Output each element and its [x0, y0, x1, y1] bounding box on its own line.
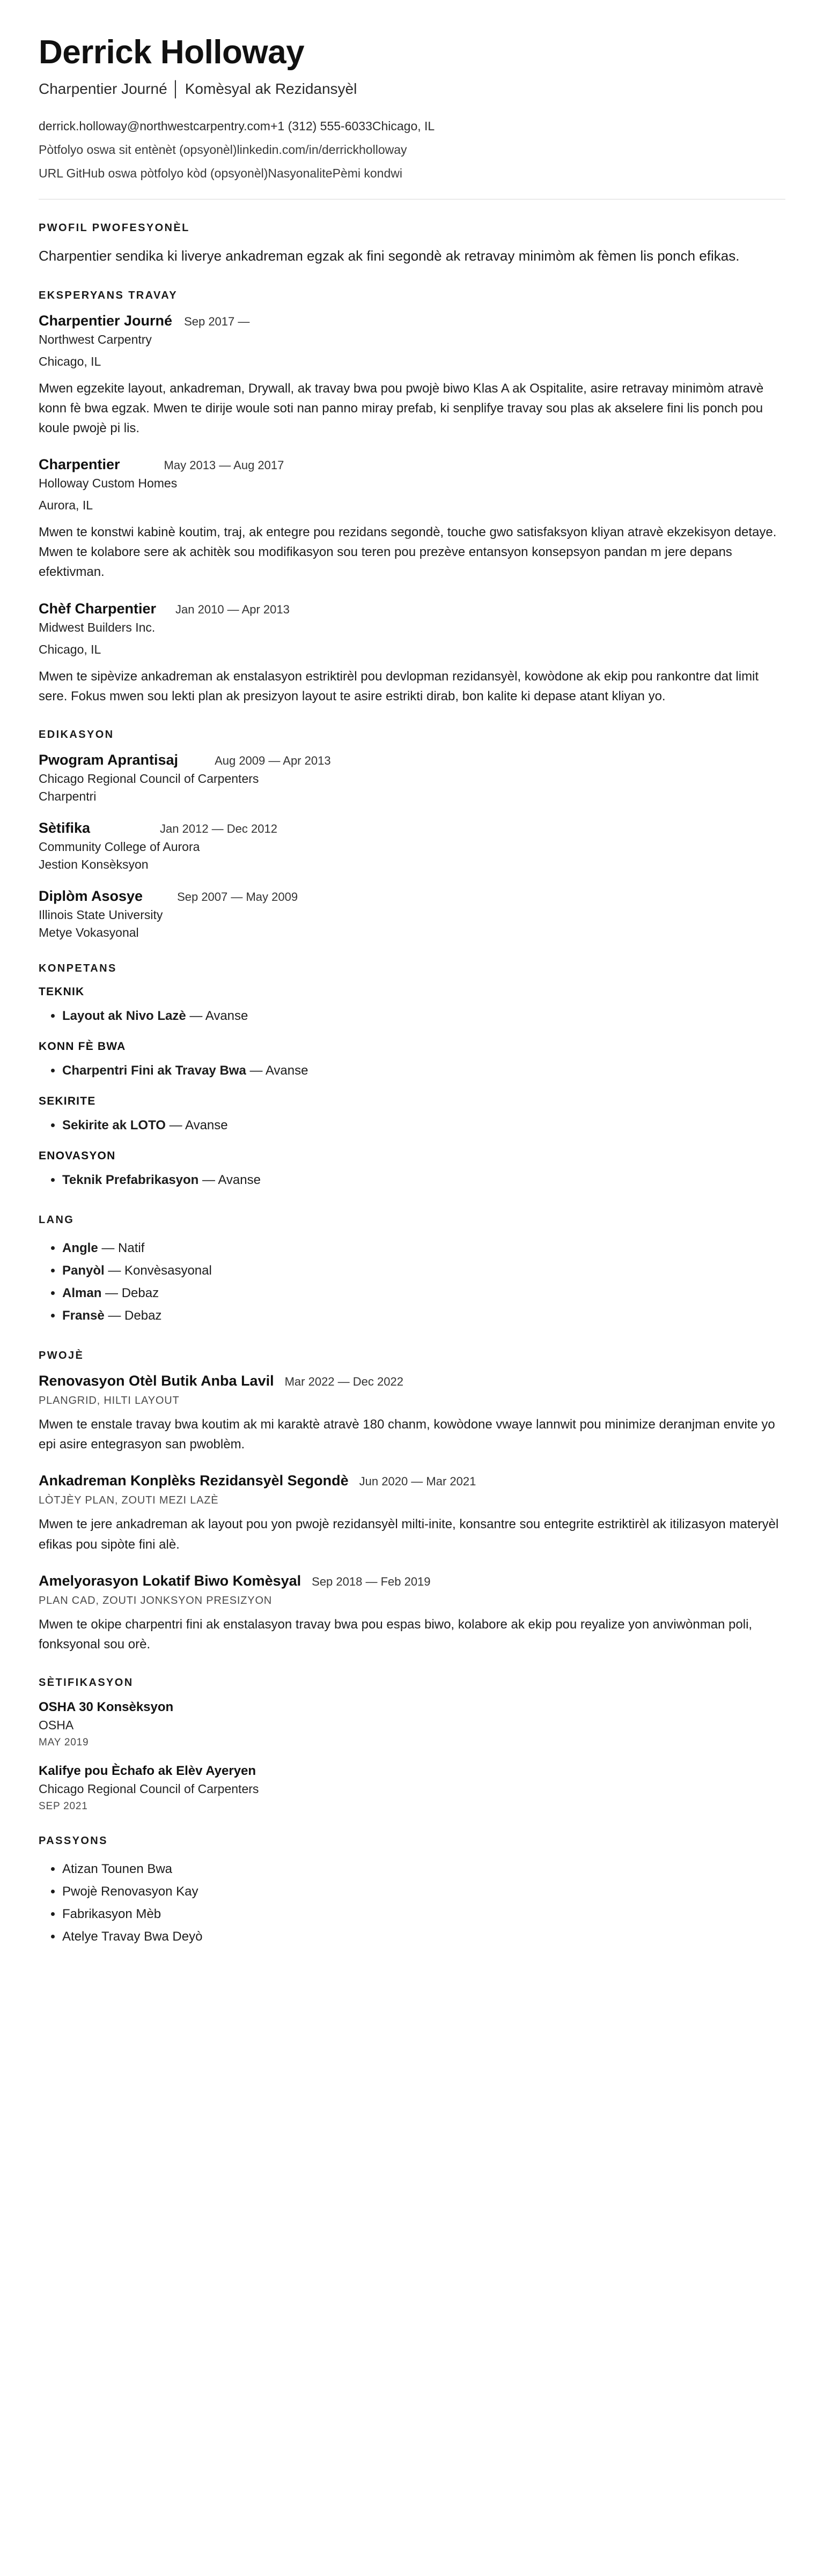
project-dates: Mar 2022 — Dec 2022 [284, 1375, 403, 1389]
language-name: Angle [62, 1241, 98, 1256]
skill-group [39, 1095, 785, 1137]
section-title-summary: PWOFIL PWOFESYONÈL [39, 222, 190, 234]
experience-dates: Sep 2017 — [184, 314, 250, 328]
project-title: Amelyorasyon Lokatif Biwo Komèsyal [39, 1572, 301, 1589]
education-entry [39, 888, 785, 940]
contact-block [39, 115, 785, 185]
experience-title: Charpentier Journé [39, 312, 173, 329]
skill-name: Sekirite ak LOTO [62, 1118, 166, 1133]
section-title-interests: PASSYONS [39, 1835, 108, 1847]
experience-org: Northwest Carpentry [39, 332, 152, 346]
language-level: — Natif [101, 1241, 145, 1256]
experience-location: Chicago, IL [39, 354, 101, 368]
skill-category: ENOVASYON [39, 1150, 116, 1163]
experience-dates: Jan 2010 — Apr 2013 [175, 602, 290, 616]
list-item [62, 1260, 785, 1282]
education-field: Jestion Konsèksyon [39, 857, 149, 872]
education-institution: Illinois State University [39, 908, 163, 922]
experience-location: Aurora, IL [39, 498, 93, 513]
experience-entry [39, 456, 785, 582]
list-item: • Fabrikasyon Mèb [62, 1903, 785, 1926]
certification-entry [39, 1700, 785, 1749]
project-dates: Sep 2018 — Feb 2019 [312, 1574, 431, 1588]
project-description: Mwen te enstale travay bwa koutim ak mi karaktè atravè 180 chanm, kowòdone vwaye lannwit pou minimize deranjman envite yo epi asire entegrasyon san pwoblèm. [39, 1417, 775, 1452]
skill-category: KONN FÈ BWA [39, 1040, 126, 1053]
list-item [62, 1305, 785, 1327]
language-list [39, 1237, 785, 1327]
project-entry [39, 1472, 785, 1554]
section-title-skills: KONPETANS [39, 963, 117, 975]
experience-org: Holloway Custom Homes [39, 476, 178, 491]
experience-description: Mwen te sipèvize ankadreman ak enstalasyon estriktirèl pou devlopman rezidansyèl, kowòdone ak ekip pou rankontre dat limit sere. Fokus mwen sou lekti plan ak presizyon layout te asire estrikti dirab, bon kalite ki depase atant kliyan yo. [39, 669, 759, 704]
summary-text: Charpentier sendika ki liverye ankadreman egzak ak fini segondè ak retravay minimòm ak fèmen lis ponch efikas. [39, 248, 740, 264]
education-entry [39, 820, 785, 872]
skill-group [39, 1150, 785, 1191]
list-item [62, 1282, 785, 1305]
skill-level: — Avanse [169, 1118, 228, 1133]
contact-line-extra: URL GitHub oswa pòtfolyo kòd (opsyonèl)NasyonalitePèmi kondwi [39, 166, 402, 180]
experience-org: Midwest Builders Inc. [39, 620, 156, 634]
education-dates: Jan 2012 — Dec 2012 [160, 822, 277, 836]
section-title-certifications: SÈTIFIKASYON [39, 1677, 134, 1689]
skill-list [39, 1114, 785, 1137]
project-title: Ankadreman Konplèks Rezidansyèl Segondè [39, 1472, 349, 1489]
section-title-languages: LANG [39, 1214, 75, 1226]
project-description: Mwen te jere ankadreman ak layout pou yon pwojè rezidansyèl milti-inite, konsantre sou entegrite estriktirèl ak itilizasyon materyèl efikas pou sipòte fini alè. [39, 1517, 779, 1552]
project-entry [39, 1373, 785, 1454]
project-tools: PLANGRID, HILTI LAYOUT [39, 1395, 180, 1407]
section-title-projects: PWOJÈ [39, 1350, 84, 1362]
education-program: Pwogram Aprantisaj [39, 752, 179, 768]
project-tools: LÒTJÈY PLAN, ZOUTI MEZI LAZÈ [39, 1494, 219, 1507]
list-item [62, 1060, 785, 1082]
skill-level: — Avanse [202, 1173, 261, 1188]
experience-title: Charpentier [39, 456, 120, 473]
experience-title: Chèf Charpentier [39, 600, 157, 617]
language-name: Alman [62, 1286, 102, 1301]
education-dates: Sep 2007 — May 2009 [177, 890, 298, 904]
interest-list [39, 1858, 785, 1948]
page-title: Derrick Holloway [39, 34, 305, 71]
skill-list [39, 1060, 785, 1082]
language-level: — Debaz [105, 1286, 159, 1301]
certification-name: OSHA 30 Konsèksyon [39, 1700, 174, 1715]
education-field: Charpentri [39, 789, 97, 804]
section-title-education: EDIKASYON [39, 729, 114, 741]
education-institution: Chicago Regional Council of Carpenters [39, 772, 259, 786]
experience-location: Chicago, IL [39, 642, 101, 656]
list-item [62, 1237, 785, 1260]
education-program: Diplòm Asosye [39, 888, 143, 905]
language-name: Fransè [62, 1308, 105, 1323]
project-title: Renovasyon Otèl Butik Anba Lavil [39, 1373, 274, 1389]
education-field: Metye Vokasyonal [39, 926, 139, 940]
project-dates: Jun 2020 — Mar 2021 [359, 1475, 476, 1489]
education-program: Sètifika [39, 820, 91, 837]
list-item [62, 1114, 785, 1137]
list-item: • Atelye Travay Bwa Deyò [62, 1926, 785, 1948]
skill-list [39, 1005, 785, 1027]
experience-entry [39, 313, 785, 439]
contact-line-portfolio: Pòtfolyo oswa sit entènèt (opsyonèl)linkedin.com/in/derrickholloway [39, 142, 407, 157]
list-item: • Pwojè Renovasyon Kay [62, 1881, 785, 1903]
skill-group [39, 1040, 785, 1082]
skill-group [39, 986, 785, 1027]
professional-headline: Charpentier Journé │ Komèsyal ak Rezidansyèl [39, 80, 357, 98]
skill-level: — Avanse [189, 1009, 248, 1024]
certification-date: MAY 2019 [39, 1737, 89, 1749]
experience-entry [39, 601, 785, 706]
project-tools: PLAN CAD, ZOUTI JONKSYON PRESIZYON [39, 1594, 273, 1607]
contact-line-primary: derrick.holloway@northwestcarpentry.com+1 (312) 555-6033Chicago, IL [39, 119, 435, 134]
education-dates: Aug 2009 — Apr 2013 [215, 754, 331, 768]
language-name: Panyòl [62, 1263, 105, 1278]
education-entry [39, 752, 785, 804]
skill-category: TEKNIK [39, 986, 85, 998]
certification-entry [39, 1764, 785, 1812]
skill-level: — Avanse [249, 1063, 308, 1078]
certification-date: SEP 2021 [39, 1801, 88, 1812]
project-description: Mwen te okipe charpentri fini ak enstalasyon travay bwa pou espas biwo, kolabore ak ekip pou reyalize yon anviwònman poli, fonksyonal sou orè. [39, 1617, 753, 1652]
language-level: — Konvèsasyonal [108, 1263, 212, 1278]
list-item: • Atizan Tounen Bwa [62, 1858, 785, 1881]
section-title-experience: EKSPERYANS TRAVAY [39, 289, 178, 301]
project-entry [39, 1573, 785, 1654]
skill-list [39, 1169, 785, 1191]
certification-issuer: Chicago Regional Council of Carpenters [39, 1782, 259, 1796]
list-item [62, 1169, 785, 1191]
certification-name: Kalifye pou Èchafo ak Elèv Ayeryen [39, 1764, 256, 1779]
skill-category: SEKIRITE [39, 1095, 96, 1108]
certification-issuer: OSHA [39, 1718, 74, 1733]
skill-name: Teknik Prefabrikasyon [62, 1173, 199, 1188]
skill-name: Layout ak Nivo Lazè [62, 1009, 186, 1024]
experience-description: Mwen egzekite layout, ankadreman, Drywall, ak travay bwa pou pwojè biwo Klas A ak Ospitalite, asire retravay minimòm atravè konn fè bwa egzak. Mwen te dirije woule soti nan panno miray prefab, ki senplifye travay sou plas ak akselere fini lis ponch pou koule pwojè pi lis. [39, 381, 764, 435]
list-item [62, 1005, 785, 1027]
experience-description: Mwen te konstwi kabinè koutim, traj, ak entegre pou rezidans segondè, touche gwo satisfaksyon kliyan atravè ekzekisyon detaye. Mwen te kolabore sere ak achitèk sou modifikasyon sou teren pou prezève entansyon konsepsyon pandan m jere depans efektivman. [39, 525, 777, 580]
skill-name: Charpentri Fini ak Travay Bwa [62, 1063, 246, 1078]
language-level: — Debaz [108, 1308, 162, 1323]
education-institution: Community College of Aurora [39, 840, 200, 854]
experience-dates: May 2013 — Aug 2017 [164, 458, 284, 472]
